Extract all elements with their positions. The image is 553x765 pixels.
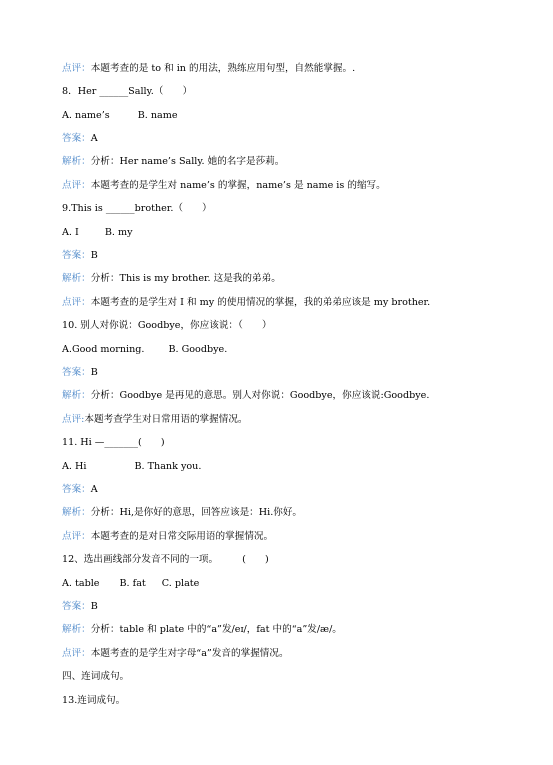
- question-13: 13.连词成句。: [62, 695, 126, 706]
- options-12: [62, 577, 199, 590]
- comment-text: 本题考查的是学生对字母“a”发音的掌握情况。: [90, 648, 289, 659]
- comment-label: 点评：: [62, 297, 91, 308]
- comment-line: [62, 296, 430, 309]
- answer-text: A: [90, 133, 98, 144]
- analysis-line: [62, 506, 302, 519]
- section-heading: 四、连词成句。: [62, 671, 130, 682]
- answer-line: [62, 483, 98, 496]
- options-9: [62, 226, 133, 239]
- analysis-text: 分析：Goodbye 是再见的意思。别人对你说：Goodbye，你应该说:Goodbye.: [90, 390, 430, 401]
- question-12: 12、选出画线部分发音不同的一项。 ( ): [62, 554, 269, 565]
- option-a: A. Hi: [62, 461, 87, 472]
- options-11: [62, 460, 201, 473]
- analysis-text: 分析：Hi,是你好的意思，回答应该是：Hi.你好。: [90, 507, 303, 518]
- options-10: [62, 343, 227, 356]
- option-b: B. my: [104, 227, 133, 238]
- option-a: A. I: [62, 227, 79, 238]
- analysis-line: [62, 272, 281, 285]
- analysis-label: 解析：: [62, 156, 91, 167]
- question-9: 9.This is ______brother.（ ）: [62, 203, 212, 214]
- options-8: [62, 109, 178, 122]
- comment-label: 点评：: [62, 648, 91, 659]
- answer-label: 答案：: [62, 133, 91, 144]
- question-11: 11. Hi —_______( ): [62, 437, 165, 448]
- comment-label: 点评：: [62, 180, 91, 191]
- option-b: B. name: [137, 110, 178, 121]
- option-b: B. Goodbye.: [168, 344, 228, 355]
- question-10: 10. 别人对你说：Goodbye，你应该说：（ ）: [62, 320, 272, 331]
- question-8: 8．Her ______Sally.（ ）: [62, 86, 193, 97]
- comment-label: 点评:: [62, 414, 85, 425]
- analysis-text: 分析：table 和 plate 中的“a”发/eɪ/，fat 中的“a”发/æ/。: [90, 624, 342, 635]
- analysis-label: 解析：: [62, 624, 91, 635]
- comment-line: [62, 413, 248, 426]
- comment-text: 本题考查的是学生对 I 和 my 的使用情况的掌握，我的弟弟应该是 my brother.: [90, 297, 431, 308]
- option-b: B. Thank you.: [134, 461, 202, 472]
- comment-label: 点评：: [62, 531, 91, 542]
- analysis-label: 解析：: [62, 390, 91, 401]
- comment-line: [62, 530, 273, 543]
- answer-text: B: [90, 367, 98, 378]
- comment-label: 点评：: [62, 63, 91, 74]
- comment-text: 本题考查的是对日常交际用语的掌握情况。: [90, 531, 274, 542]
- analysis-label: 解析：: [62, 507, 91, 518]
- analysis-text: 分析：This is my brother. 这是我的弟弟。: [90, 273, 281, 284]
- answer-line: [62, 366, 98, 379]
- option-a: A.Good morning.: [62, 344, 145, 355]
- analysis-label: 解析：: [62, 273, 91, 284]
- comment-text: 本题考查学生对日常用语的掌握情况。: [84, 414, 248, 425]
- answer-label: 答案：: [62, 484, 91, 495]
- answer-line: [62, 132, 98, 145]
- comment-line: [62, 179, 386, 192]
- comment-line: [62, 62, 355, 75]
- answer-label: 答案：: [62, 601, 91, 612]
- answer-text: B: [90, 601, 98, 612]
- analysis-text: 分析：Her name’s Sally. 她的名字是莎莉。: [90, 156, 285, 167]
- option-a: A. table: [62, 578, 100, 589]
- analysis-line: [62, 389, 429, 402]
- comment-text: 本题考查的是学生对 name’s 的掌握，name’s 是 name is 的缩写。: [90, 180, 386, 191]
- option-b: B. fat: [119, 578, 146, 589]
- option-c: C. plate: [161, 578, 200, 589]
- answer-text: A: [90, 484, 98, 495]
- answer-line: [62, 600, 98, 613]
- answer-label: 答案：: [62, 250, 91, 261]
- analysis-line: [62, 623, 342, 636]
- answer-line: [62, 249, 98, 262]
- comment-line: [62, 647, 289, 660]
- answer-label: 答案：: [62, 367, 91, 378]
- analysis-line: [62, 155, 284, 168]
- comment-text: 本题考查的是 to 和 in 的用法，熟练应用句型，自然能掌握。.: [90, 63, 356, 74]
- answer-text: B: [90, 250, 98, 261]
- option-a: A. name’s: [62, 110, 110, 121]
